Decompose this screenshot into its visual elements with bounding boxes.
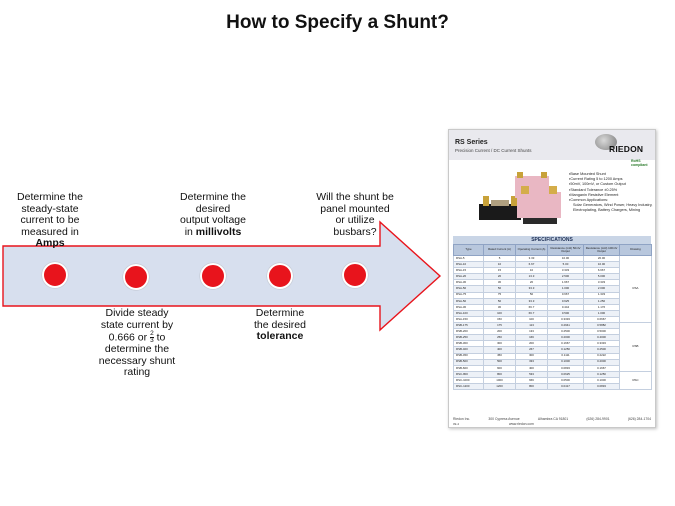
spec-cell: 200 bbox=[484, 329, 516, 335]
spec-drawing-cell: RSB bbox=[620, 323, 652, 372]
spec-cell: 0.2941 bbox=[548, 323, 584, 329]
spec-cell: 333 bbox=[516, 359, 548, 365]
spec-cell: 1.333 bbox=[584, 292, 620, 298]
fraction-suffix: to bbox=[156, 331, 166, 344]
spec-cell: 133 bbox=[516, 329, 548, 335]
feature-item: ▪ Common Applications: bbox=[569, 198, 653, 203]
spec-cell: 600 bbox=[484, 365, 516, 371]
spec-cell: 2.000 bbox=[584, 286, 620, 292]
spec-cell: RSB-450 bbox=[454, 353, 484, 359]
spec-cell: 3.33 bbox=[516, 256, 548, 262]
col-res100: Resistance (mΩ) 100mV Output bbox=[584, 245, 620, 256]
shunt-product-image bbox=[477, 166, 567, 232]
spec-cell: RSB-300 bbox=[454, 341, 484, 347]
col-type: Type bbox=[454, 245, 484, 256]
step-rating-line1: Divide steady state current by bbox=[100, 307, 174, 331]
step-millivolts-text: Determine the desired output voltage in bbox=[180, 191, 246, 238]
spec-cell: 0.2500 bbox=[548, 329, 584, 335]
step-millivolts bbox=[180, 192, 246, 238]
spec-cell: 2.500 bbox=[548, 274, 584, 280]
spec-cell: 3.333 bbox=[584, 280, 620, 286]
step-tolerance bbox=[249, 308, 311, 343]
spec-cell: 400 bbox=[516, 365, 548, 371]
datasheet-subtitle: Precision Current / DC Current Shunts bbox=[455, 148, 532, 153]
spec-cell: 10.00 bbox=[548, 256, 584, 262]
col-rated: Rated Current (A) bbox=[484, 245, 516, 256]
page-title: How to Specify a Shunt? bbox=[226, 12, 449, 33]
step-amps-bold: Amps bbox=[35, 237, 65, 249]
col-drawing: Drawing bbox=[620, 245, 652, 256]
spec-cell: 0.0625 bbox=[548, 371, 584, 377]
spec-cell: RSA-5 bbox=[454, 256, 484, 262]
step-amps-text: Determine the steady-state current to be measured in bbox=[17, 191, 83, 238]
spec-cell: 300 bbox=[516, 353, 548, 359]
spec-cell: 0.2000 bbox=[584, 359, 620, 365]
spec-cell: 75 bbox=[484, 292, 516, 298]
spec-cell: 0.0833 bbox=[584, 383, 620, 389]
fraction-denominator: 3 bbox=[150, 337, 154, 344]
spec-cell: 15 bbox=[484, 268, 516, 274]
spec-cell: 66.7 bbox=[516, 310, 548, 316]
spec-cell: 1.667 bbox=[548, 280, 584, 286]
fraction-prefix: 0.666 or bbox=[108, 331, 148, 344]
spec-cell: 0.625 bbox=[548, 298, 584, 304]
spec-cell: 533 bbox=[516, 371, 548, 377]
spec-cell: RSA-30 bbox=[454, 280, 484, 286]
spec-cell: 0.1000 bbox=[548, 359, 584, 365]
spec-cell: 20.00 bbox=[584, 256, 620, 262]
spec-cell: RSA-20 bbox=[454, 274, 484, 280]
spec-cell: 1200 bbox=[484, 383, 516, 389]
step-mounting bbox=[316, 192, 394, 238]
spec-cell: 0.444 bbox=[548, 304, 584, 310]
step-millivolts-bold: millivolts bbox=[195, 225, 242, 238]
spec-table-body bbox=[454, 256, 652, 390]
footer-address: 300 Cypress Avenue bbox=[488, 417, 520, 421]
spec-cell: 33.3 bbox=[516, 286, 548, 292]
spec-cell: 20 bbox=[516, 280, 548, 286]
step-tolerance-text: Determine the desired bbox=[254, 307, 306, 331]
feature-item: ▪ Standard Tolerance ±0.25% bbox=[569, 188, 653, 193]
spec-cell: RSA-10 bbox=[454, 262, 484, 268]
spec-cell: 0.3333 bbox=[548, 316, 584, 322]
spec-cell: 175 bbox=[484, 323, 516, 329]
step-dot-4 bbox=[267, 263, 293, 289]
spec-cell: 0.500 bbox=[548, 310, 584, 316]
spec-cell: RSA-100 bbox=[454, 310, 484, 316]
fraction-numerator: 2 bbox=[150, 330, 154, 337]
spec-cell: 400 bbox=[484, 347, 516, 353]
spec-cell: 800 bbox=[516, 383, 548, 389]
spec-cell: 0.5000 bbox=[584, 329, 620, 335]
spec-cell: 200 bbox=[516, 341, 548, 347]
footer-company: Riedon Inc. bbox=[453, 417, 471, 421]
footer-city: Alhambra CA 91801 bbox=[537, 417, 569, 421]
step-dot-3 bbox=[200, 263, 226, 289]
spec-cell: 1.000 bbox=[548, 286, 584, 292]
spec-cell: 113 bbox=[516, 323, 548, 329]
spec-cell: 1.000 bbox=[584, 310, 620, 316]
spec-cell: 13.3 bbox=[516, 274, 548, 280]
spec-cell: 150 bbox=[484, 316, 516, 322]
spec-cell: 20 bbox=[484, 274, 516, 280]
spec-cell: 0.667 bbox=[548, 292, 584, 298]
spec-cell: 0.3333 bbox=[584, 341, 620, 347]
spec-cell: 0.0833 bbox=[548, 365, 584, 371]
spec-cell: RSB-600 bbox=[454, 365, 484, 371]
spec-cell: 50 bbox=[516, 292, 548, 298]
step-mounting-text: Will the shunt be panel mounted or utilize busbars? bbox=[316, 191, 394, 238]
spec-cell: 0.1250 bbox=[584, 371, 620, 377]
step-shunt-rating bbox=[94, 308, 180, 379]
spec-cell: 1.176 bbox=[584, 304, 620, 310]
spec-cell: 0.5882 bbox=[584, 323, 620, 329]
spec-cell: 10 bbox=[484, 262, 516, 268]
feature-applications: Solar Generators, Wind Power, Heavy Industry, Electroplating, Battery Chargers, Mining bbox=[573, 203, 653, 213]
spec-cell: 6.667 bbox=[584, 268, 620, 274]
spec-cell: 30 bbox=[484, 304, 516, 310]
spec-cell: RSA-50 bbox=[454, 298, 484, 304]
spec-cell: 5.00 bbox=[548, 262, 584, 268]
spec-cell: 0.4000 bbox=[584, 335, 620, 341]
spec-drawing-cell: RSC bbox=[620, 371, 652, 389]
feature-item: ▪ Manganin Resistive Element bbox=[569, 193, 653, 198]
spec-cell: 0.2222 bbox=[584, 353, 620, 359]
spec-cell: RSC-1000 bbox=[454, 377, 484, 383]
spec-cell: 1.250 bbox=[584, 298, 620, 304]
spec-cell: 33.3 bbox=[516, 298, 548, 304]
spec-header-row bbox=[454, 245, 652, 256]
spec-cell: 5 bbox=[484, 256, 516, 262]
spec-cell: 267 bbox=[516, 347, 548, 353]
feature-item: ▪ Base Mounted Shunt bbox=[569, 172, 653, 177]
spec-cell: RSB-500 bbox=[454, 359, 484, 365]
spec-cell: 500 bbox=[484, 359, 516, 365]
feature-item: ▪ Current Rating 5 to 1200 Amps bbox=[569, 177, 653, 182]
spec-cell: RSC-800 bbox=[454, 371, 484, 377]
feature-item: ▪ 50mV, 100mV, or Custom Output bbox=[569, 182, 653, 187]
spec-cell: 0.2500 bbox=[584, 347, 620, 353]
spec-cell: 100 bbox=[516, 316, 548, 322]
spec-cell: 0.1000 bbox=[584, 377, 620, 383]
feature-list bbox=[569, 172, 653, 214]
step-dot-2 bbox=[123, 264, 149, 290]
spec-cell: 10.00 bbox=[584, 262, 620, 268]
spec-cell: RSA-15 bbox=[454, 268, 484, 274]
step-dot-5 bbox=[342, 262, 368, 288]
spec-cell: 5.000 bbox=[584, 274, 620, 280]
spec-cell: RSA-150 bbox=[454, 316, 484, 322]
spec-cell: 450 bbox=[484, 353, 516, 359]
spec-title: SPECIFICATIONS bbox=[453, 236, 651, 244]
spec-cell: 10 bbox=[516, 268, 548, 274]
spec-cell: 0.1250 bbox=[548, 347, 584, 353]
spec-cell: RSB-200 bbox=[454, 329, 484, 335]
footer-web: www.riedon.com bbox=[509, 422, 534, 426]
spec-cell: RSB-175 bbox=[454, 323, 484, 329]
spec-cell: 6.67 bbox=[516, 262, 548, 268]
spec-cell: 0.1667 bbox=[584, 365, 620, 371]
spec-cell: RSA-75 bbox=[454, 292, 484, 298]
spec-cell: 800 bbox=[484, 371, 516, 377]
spec-cell: RSC-1200 bbox=[454, 383, 484, 389]
spec-cell: 3.333 bbox=[548, 268, 584, 274]
rohs-badge: RoHS compliant bbox=[631, 159, 648, 167]
datasheet-footer bbox=[453, 417, 651, 426]
spec-drawing-cell: RSA bbox=[620, 256, 652, 323]
step-dot-1 bbox=[42, 262, 68, 288]
spec-cell: 66.7 bbox=[516, 304, 548, 310]
spec-cell: 250 bbox=[484, 335, 516, 341]
spec-cell: 0.2000 bbox=[548, 335, 584, 341]
col-operating: Operating Current (A) bbox=[516, 245, 548, 256]
spec-cell: 0.1667 bbox=[548, 341, 584, 347]
step-amps bbox=[11, 192, 89, 250]
spec-cell: RSA-30 bbox=[454, 304, 484, 310]
spec-cell: 0.1111 bbox=[548, 353, 584, 359]
spec-cell: 300 bbox=[484, 341, 516, 347]
spec-cell: 30 bbox=[484, 280, 516, 286]
step-tolerance-bold: tolerance bbox=[256, 330, 304, 342]
spec-table bbox=[453, 244, 652, 390]
spec-cell: RSB-400 bbox=[454, 347, 484, 353]
datasheet-series: RS Series bbox=[455, 139, 488, 146]
spec-cell: RSB-250 bbox=[454, 335, 484, 341]
footer-note: 09-4 bbox=[453, 422, 460, 426]
datasheet-thumbnail bbox=[448, 129, 656, 428]
spec-cell: 50 bbox=[484, 286, 516, 292]
footer-phone: (626) 284-9901 bbox=[586, 417, 610, 421]
footer-fax: (626) 284-1704 bbox=[627, 417, 651, 421]
spec-cell: 0.0417 bbox=[548, 383, 584, 389]
spec-cell: 0.0500 bbox=[548, 377, 584, 383]
spec-cell: 1000 bbox=[484, 377, 516, 383]
spec-cell: 100 bbox=[484, 310, 516, 316]
col-res50: Resistance (mΩ) 50mV Output bbox=[548, 245, 584, 256]
spec-cell: 166 bbox=[516, 335, 548, 341]
spec-cell: 666 bbox=[516, 377, 548, 383]
spec-cell: 0.6667 bbox=[584, 316, 620, 322]
spec-cell: RSA-50 bbox=[454, 286, 484, 292]
step-rating-line3: determine the necessary shunt rating bbox=[98, 343, 176, 378]
riedon-logo: RIEDON bbox=[609, 144, 644, 154]
spec-cell: 50 bbox=[484, 298, 516, 304]
